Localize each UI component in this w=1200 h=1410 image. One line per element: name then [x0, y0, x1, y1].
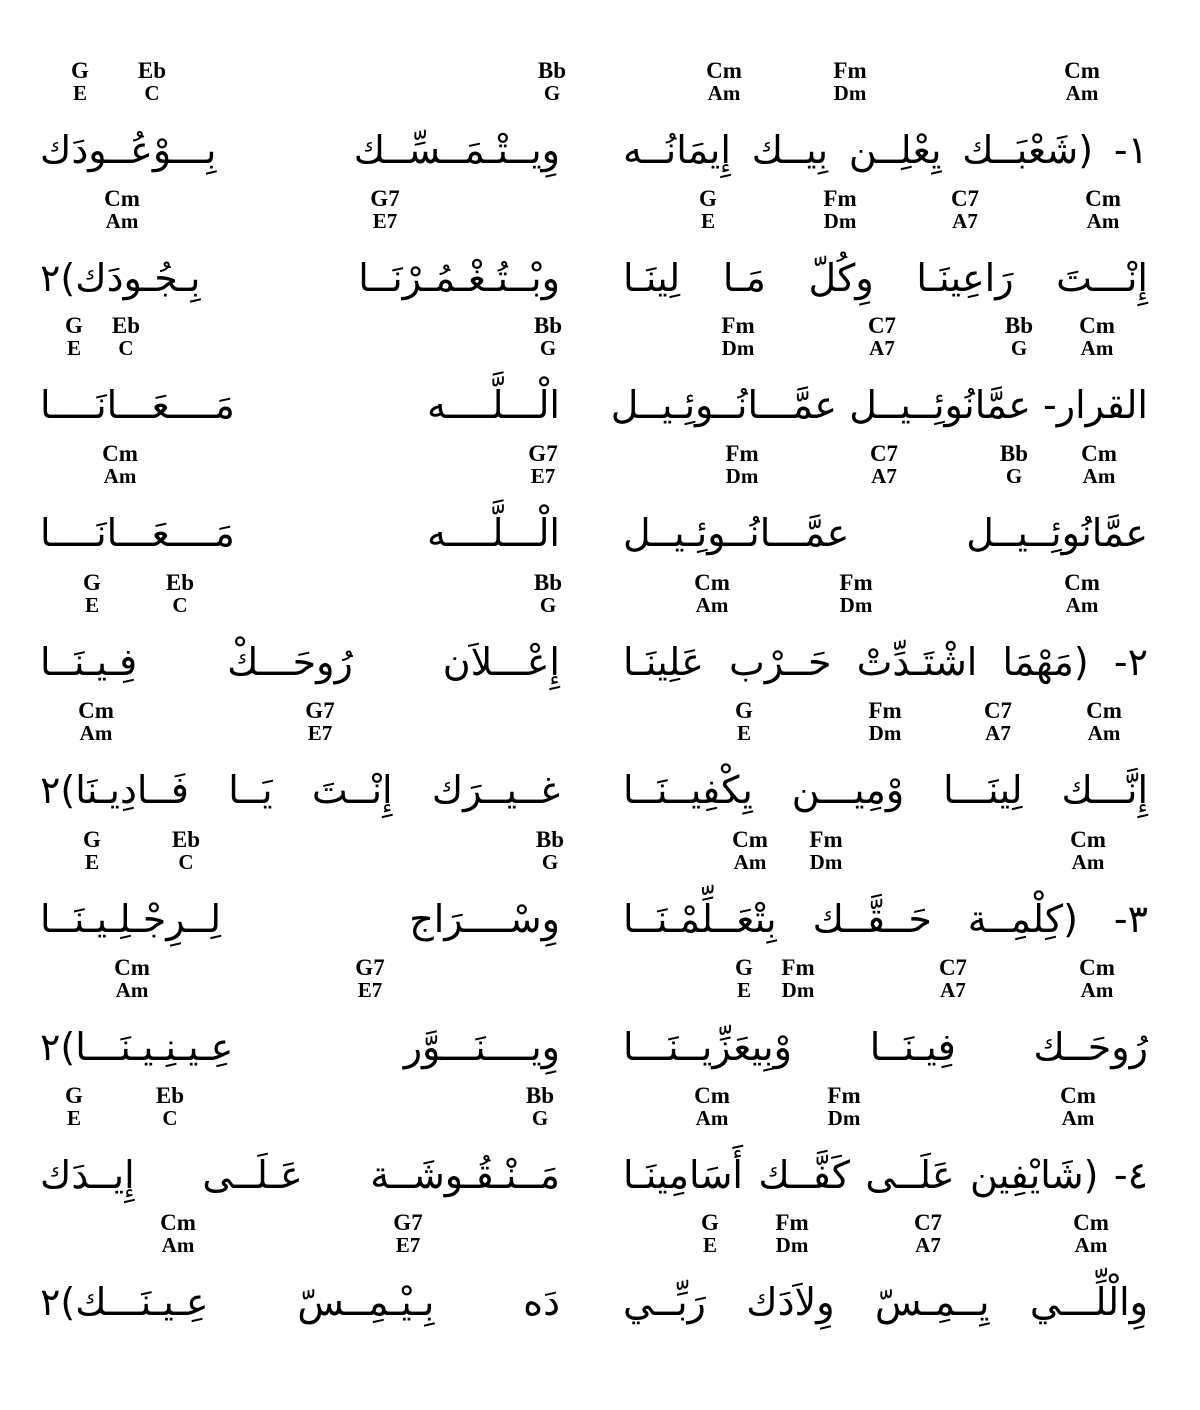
- chord-upper: Cm: [1060, 1083, 1096, 1108]
- chord-lower: Am: [1087, 721, 1121, 745]
- chord-lower: Dm: [809, 850, 843, 874]
- chord-upper: Cm: [694, 1083, 730, 1108]
- chord-upper: Fm: [868, 698, 902, 723]
- lyric-line-left: وِسْــــرَاج لِــرِجْـلِـيـنَــا: [40, 897, 560, 941]
- chord-lower: Dm: [775, 1233, 809, 1257]
- chord-pair: [172, 829, 200, 873]
- chord-pair: [951, 188, 979, 232]
- chord-pair: [1005, 315, 1033, 359]
- chord-lower: Am: [103, 464, 137, 488]
- chord-lower: Am: [1061, 1106, 1095, 1130]
- chord-upper: Bb: [533, 313, 563, 338]
- chord-upper: Eb: [171, 827, 201, 852]
- chord-lower: E: [66, 336, 82, 360]
- chord-lower: A7: [869, 336, 895, 360]
- chord-lower: E: [702, 1233, 718, 1257]
- chord-lower: G: [1010, 336, 1028, 360]
- chord-lower: C: [118, 336, 134, 360]
- chord-pair: [1079, 315, 1115, 359]
- chord-lower: Am: [79, 721, 113, 745]
- chord-upper: Bb: [525, 1083, 555, 1108]
- chord-upper: Bb: [1004, 313, 1034, 338]
- chord-pair: [1085, 188, 1121, 232]
- chord-upper: G7: [355, 955, 385, 980]
- chord-lower: E7: [530, 464, 556, 488]
- chord-lower: A7: [871, 464, 897, 488]
- chord-lower: E: [72, 81, 88, 105]
- chord-pair: [71, 60, 89, 104]
- chord-pair: [833, 60, 866, 104]
- chord-pair: [83, 829, 101, 873]
- chord-pair: [1073, 1212, 1109, 1256]
- chord-upper: Bb: [537, 58, 567, 83]
- chord-upper: G: [735, 955, 753, 980]
- chord-lower: Dm: [721, 336, 755, 360]
- chord-upper: Bb: [535, 827, 565, 852]
- chord-lower: Am: [1082, 464, 1116, 488]
- chord-lower: Am: [1065, 81, 1099, 105]
- chord-lower: A7: [915, 1233, 941, 1257]
- chord-upper: G: [65, 313, 83, 338]
- chord-upper: Eb: [111, 313, 141, 338]
- chord-lower: C: [178, 850, 194, 874]
- lyric-line-left: إِعْـــلاَن رُوحَـــكْ فِـيـنَــا: [40, 640, 560, 684]
- chord-pair: [1064, 572, 1100, 616]
- lyric-line-left: وبْــتُـغْـمُـرْنَــا بِـجُـودَك)٢: [40, 256, 560, 300]
- chord-lower: E7: [395, 1233, 421, 1257]
- chord-upper: Fm: [827, 1083, 861, 1108]
- lyric-line-left: الْـــلَّــــه مَــــعَـــانَــــا: [40, 511, 560, 555]
- lyric-line-right: وِالْلِّـــي يِــمِـسّ وِلاَدَك رَبِّــي: [623, 1280, 1148, 1324]
- chord-pair: [536, 829, 564, 873]
- chord-lower: E: [736, 978, 752, 1002]
- chord-upper: G: [83, 570, 101, 595]
- lyric-line-left: وِيــتْـمَــسِّــك بِـــوْعُــودَك: [40, 128, 560, 172]
- chord-lower: C: [172, 593, 188, 617]
- chord-lower: A7: [985, 721, 1011, 745]
- chord-upper: Eb: [155, 1083, 185, 1108]
- chord-pair: [112, 315, 140, 359]
- chord-pair: [706, 60, 742, 104]
- chord-upper: Cm: [1081, 441, 1117, 466]
- chord-upper: G7: [528, 441, 558, 466]
- chord-pair: [870, 443, 898, 487]
- chord-lower: Am: [1086, 209, 1120, 233]
- chord-pair: [694, 572, 730, 616]
- chord-upper: Fm: [721, 313, 755, 338]
- chord-upper: Fm: [775, 1210, 809, 1235]
- chord-lower: E7: [307, 721, 333, 745]
- chord-pair: [305, 700, 334, 744]
- chord-upper: Cm: [78, 698, 114, 723]
- chord-lower: A7: [940, 978, 966, 1002]
- lyric-line-right: ٢- (مَهْمَا اشْتَـدِّتْ حَــرْب عَلِينَـا: [623, 640, 1148, 684]
- chord-lower: E7: [357, 978, 383, 1002]
- chord-lower: Am: [1080, 336, 1114, 360]
- chord-lower: G: [543, 81, 561, 105]
- chord-pair: [78, 700, 114, 744]
- chord-lower: G: [531, 1106, 549, 1130]
- chord-pair: [1064, 60, 1100, 104]
- chord-pair: [534, 572, 562, 616]
- chord-upper: Cm: [1064, 58, 1100, 83]
- chord-pair: [102, 443, 138, 487]
- chord-lower: Am: [105, 209, 139, 233]
- chord-upper: Cm: [732, 827, 768, 852]
- chord-lower: Dm: [823, 209, 857, 233]
- chord-pair: [1086, 700, 1122, 744]
- chord-pair: [166, 572, 194, 616]
- chord-upper: Cm: [102, 441, 138, 466]
- chord-upper: Bb: [999, 441, 1029, 466]
- chord-upper: Cm: [1085, 186, 1121, 211]
- chord-upper: Fm: [839, 570, 873, 595]
- chord-pair: [1060, 1085, 1096, 1129]
- chord-upper: C7: [983, 698, 1013, 723]
- chord-upper: G: [735, 698, 753, 723]
- lyric-line-right: ٤- (شَايْفِين عَلَــى كَفَّــك أَسَامِينَـا: [623, 1153, 1148, 1197]
- chord-pair: [868, 315, 896, 359]
- chord-upper: Fm: [809, 827, 843, 852]
- chord-lower: E: [66, 1106, 82, 1130]
- chord-pair: [701, 1212, 719, 1256]
- chord-upper: G: [83, 827, 101, 852]
- chord-lower: Am: [1065, 593, 1099, 617]
- lyric-line-left: مَــنْـقُـوشَــة عَـلَــى إِيــدَك: [40, 1153, 560, 1197]
- chord-pair: [694, 1085, 730, 1129]
- chord-lower: Am: [161, 1233, 195, 1257]
- chord-pair: [827, 1085, 860, 1129]
- chord-pair: [781, 957, 814, 1001]
- chord-pair: [528, 443, 557, 487]
- chord-lower: E: [700, 209, 716, 233]
- lyric-line-right: القرار- عمَّانُوئِــيــل عمَّـــانُــوئِـيــل: [610, 383, 1148, 427]
- chord-pair: [823, 188, 856, 232]
- chord-lower: Am: [1074, 1233, 1108, 1257]
- chord-lower: E: [84, 593, 100, 617]
- chord-upper: Cm: [694, 570, 730, 595]
- chord-pair: [939, 957, 967, 1001]
- chord-upper: C7: [867, 313, 897, 338]
- chord-pair: [839, 572, 872, 616]
- chord-lower: E7: [372, 209, 398, 233]
- lyric-line-right: إِنَّـــك لِينَـــا وْمِيـــن يِكْفِيــنَــا: [623, 768, 1148, 812]
- chord-pair: [526, 1085, 554, 1129]
- chord-upper: Cm: [1079, 313, 1115, 338]
- chord-lower: E: [736, 721, 752, 745]
- chord-upper: Cm: [1073, 1210, 1109, 1235]
- chord-pair: [775, 1212, 808, 1256]
- chord-upper: Cm: [706, 58, 742, 83]
- chord-pair: [104, 188, 140, 232]
- chord-pair: [732, 829, 768, 873]
- chord-pair: [725, 443, 758, 487]
- chord-pair: [984, 700, 1012, 744]
- chord-upper: Fm: [781, 955, 815, 980]
- chord-lower: C: [144, 81, 160, 105]
- chord-lower: Am: [707, 81, 741, 105]
- chord-lower: Am: [733, 850, 767, 874]
- chord-pair: [1079, 957, 1115, 1001]
- chord-upper: G7: [370, 186, 400, 211]
- lyric-line-left: الْـــلَّــــه مَــــعَـــانَــــا: [40, 383, 560, 427]
- chord-pair: [538, 60, 566, 104]
- chord-lower: Dm: [839, 593, 873, 617]
- chord-upper: Fm: [833, 58, 867, 83]
- chord-pair: [160, 1212, 196, 1256]
- chord-pair: [534, 315, 562, 359]
- chord-upper: C7: [913, 1210, 943, 1235]
- chord-lower: C: [162, 1106, 178, 1130]
- chord-lower: Am: [695, 1106, 729, 1130]
- lyric-line-right: ٣- (كِلْمِــة حَــقَّــك بِتْعَــلِّمْـنَــا: [623, 897, 1148, 941]
- chord-upper: G: [699, 186, 717, 211]
- chord-pair: [868, 700, 901, 744]
- chord-lower: Am: [1071, 850, 1105, 874]
- chord-upper: Eb: [165, 570, 195, 595]
- chord-pair: [1000, 443, 1028, 487]
- chord-lower: Dm: [781, 978, 815, 1002]
- chord-pair: [83, 572, 101, 616]
- chord-lower: G: [541, 850, 559, 874]
- lyric-line-right: إِنْـــتَ رَاعِينَـا وِكُلّ مَـا لِينَـا: [623, 256, 1148, 300]
- chord-upper: C7: [950, 186, 980, 211]
- chord-pair: [914, 1212, 942, 1256]
- chord-upper: Cm: [104, 186, 140, 211]
- chord-lower: A7: [952, 209, 978, 233]
- chord-upper: Bb: [533, 570, 563, 595]
- chord-lower: Dm: [725, 464, 759, 488]
- chord-upper: Fm: [725, 441, 759, 466]
- chord-pair: [393, 1212, 422, 1256]
- chord-upper: C7: [869, 441, 899, 466]
- lyric-line-right: عمَّانُوئِــيــل عمَّـــانُــوئِـيــل: [623, 511, 1148, 555]
- chord-upper: Cm: [1070, 827, 1106, 852]
- chord-pair: [1081, 443, 1117, 487]
- chord-upper: Fm: [823, 186, 857, 211]
- chord-upper: G7: [305, 698, 335, 723]
- chord-lower: Am: [695, 593, 729, 617]
- chord-upper: Cm: [1086, 698, 1122, 723]
- chord-upper: G: [65, 1083, 83, 1108]
- chord-pair: [735, 700, 753, 744]
- chord-pair: [370, 188, 399, 232]
- chord-lower: Dm: [827, 1106, 861, 1130]
- chord-lower: Dm: [833, 81, 867, 105]
- chord-lower: Dm: [868, 721, 902, 745]
- lyric-line-left: دَه بِـيْـمِــسّ عِـيـنَـــك)٢: [40, 1280, 560, 1324]
- chord-pair: [809, 829, 842, 873]
- chord-pair: [65, 1085, 83, 1129]
- chord-lower: Am: [1080, 978, 1114, 1002]
- chord-upper: G: [71, 58, 89, 83]
- chord-pair: [65, 315, 83, 359]
- chord-upper: Cm: [1064, 570, 1100, 595]
- lyric-line-right: ١- (شَعْبَــك يِعْلِــن بِيــك إِيمَانُــه: [623, 128, 1148, 172]
- chord-upper: G7: [393, 1210, 423, 1235]
- chord-lower: G: [1005, 464, 1023, 488]
- chord-pair: [721, 315, 754, 359]
- chord-upper: Eb: [137, 58, 167, 83]
- chord-pair: [355, 957, 384, 1001]
- chord-upper: G: [701, 1210, 719, 1235]
- chord-upper: C7: [938, 955, 968, 980]
- chord-lower: E: [84, 850, 100, 874]
- chord-pair: [138, 60, 166, 104]
- chord-pair: [699, 188, 717, 232]
- lyric-line-right: رُوحَــك فِيـنَــا وْبِيعَزِّيــنَـــا: [623, 1025, 1148, 1069]
- chord-pair: [156, 1085, 184, 1129]
- chord-lower: G: [539, 336, 557, 360]
- chord-pair: [1070, 829, 1106, 873]
- lyric-line-left: غــيــرَك إِنْــتَ يَــا فَــادِيـنَا)٢: [40, 768, 560, 812]
- chord-upper: Cm: [1079, 955, 1115, 980]
- chord-lower: Am: [115, 978, 149, 1002]
- chord-upper: Cm: [160, 1210, 196, 1235]
- chord-pair: [735, 957, 753, 1001]
- chord-pair: [114, 957, 150, 1001]
- chord-lower: G: [539, 593, 557, 617]
- lyric-line-left: وِيــــنَـــوَّر عِـيـنِـيـنَـــا)٢: [40, 1025, 560, 1069]
- chord-upper: Cm: [114, 955, 150, 980]
